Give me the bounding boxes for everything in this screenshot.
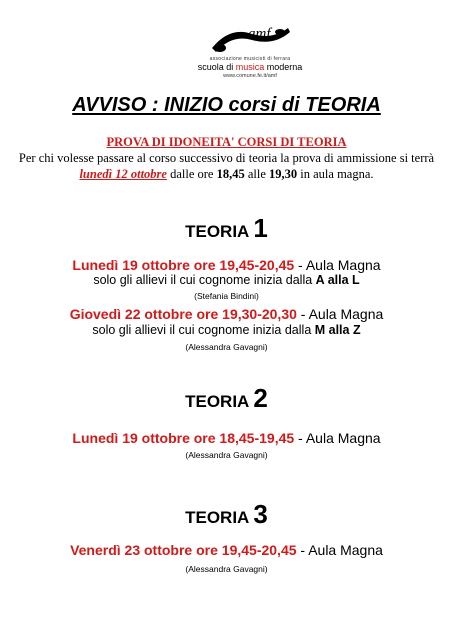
page-title: AVVISO : INIZIO corsi di TEORIA [72,94,381,116]
notice-title: PROVA DI IDONEITA' CORSI DI TEORIA [106,135,347,149]
section-heading-teoria-1: TEORIA 1 [185,213,268,243]
schedule-line: Lunedì 19 ottobre ore 18,45-19,45 - Aula Magna [72,430,381,446]
amf-logo [190,18,310,82]
teacher-name: (Stefania Bindini) [194,291,259,301]
amf-logo-graphic [190,18,310,58]
teacher-name: (Alessandra Gavagni) [185,450,268,460]
exam-date: lunedì 12 ottobre [79,167,167,181]
schedule-note: solo gli allievi il cui cognome inizia dalla M alla Z [92,323,361,337]
logo-url: www.comune.fe.it/amf [223,73,277,79]
schedule-line: Venerdì 23 ottobre ore 19,45-20,45 - Aula Magna [70,542,383,558]
teacher-name: (Alessandra Gavagni) [185,342,268,352]
exam-time-to: 19,30 [269,167,298,181]
logo-association: associazione musicisti di ferrara [209,56,291,62]
schedule-note: solo gli allievi il cui cognome inizia dalla A alla L [93,273,360,287]
notice-text: Per chi volesse passare al corso successivo di teoria la prova di ammissione si terrà lunedì 12 ottobre dalle ore 18,45 alle 19,30 in aula magna. [18,151,435,181]
exam-time-from: 18,45 [216,167,245,181]
teacher-name: (Alessandra Gavagni) [185,564,268,574]
schedule-line: Giovedì 22 ottobre ore 19,30-20,30 - Aula Magna [69,306,384,322]
section-heading-teoria-2: TEORIA 2 [185,383,268,413]
amf-logo-text: amf [248,26,271,42]
section-heading-teoria-3: TEORIA 3 [185,499,268,529]
schedule-line: Lunedì 19 ottobre ore 19,45-20,45 - Aula Magna [72,257,381,273]
logo-school-name: scuola di musica moderna [197,62,303,72]
